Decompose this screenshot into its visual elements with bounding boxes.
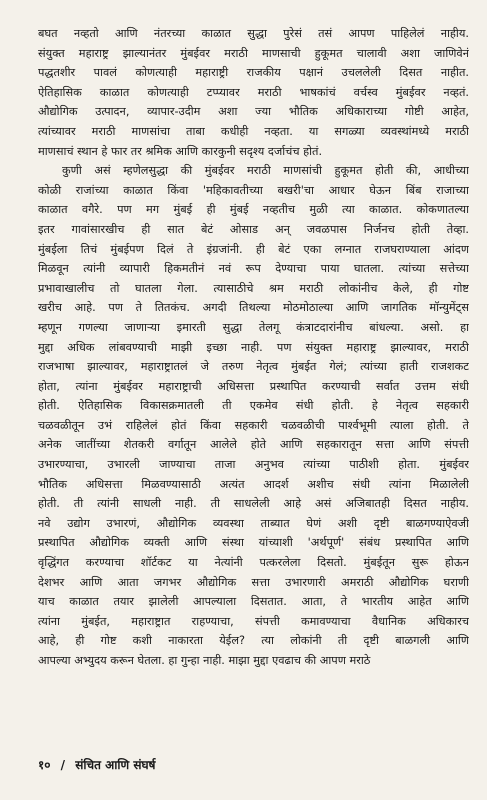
text-line: ऐतिहासिक काळात कोणत्याही टप्प्यावर मराठी भाषकांचं वर्चस्व मुंबईवर नव्हतं. <box>38 85 469 99</box>
text-line: आहे, ही गोष्ट कशी नाकारता येईल? त्या लोकांनी ती दृष्टी बाळगली आणि <box>38 634 469 648</box>
text-line: होती. ती त्यांनी साधली नाही. ती साधलेली आहे असं अजिबातही दिसत नाहीय. <box>38 497 469 511</box>
text-line: मुंबईला तिचं मुंबईपण दिलं ते इंग्रजांनी. ही बेटं एका लग्नात राजघराण्याला आंदण <box>38 242 469 256</box>
body-text <box>38 24 469 671</box>
text-line: प्रभावाखालीच तो घातला गेला. त्यासाठीचे श्रम मराठी लोकांनीच केले, ही गोष्ट <box>38 281 469 295</box>
text-line: बघत नव्हतो आणि नंतरच्या काळात सुद्धा पुरेसं तसं आपण पाहिलेलं नाहीय. <box>38 27 469 40</box>
text-line: आपल्या अभ्युदय करून घेतला. हा गुन्हा नाही. माझा मुद्दा एवढाच की आपण मराठे <box>38 654 371 667</box>
text-line: त्यांच्यावर मराठी माणसांचा ताबा कधीही नव्हता. या सगळ्या व्यवस्थांमध्ये मराठी <box>38 124 469 138</box>
text-line: संयुक्त महाराष्ट्र झाल्यानंतर मुंबईवर मराठी माणसाची हुकूमत चालावी अशा जाणिवेनं <box>38 46 469 60</box>
text-line: राजभाषा झाल्यावर, महाराष्ट्रातलं जे तरुण नेतृत्व मुंबईत गेलं; त्यांच्या हाती राजशकट <box>38 360 469 374</box>
text-line: चळवळीतून उभं राहिलेलं होतं किंवा सहकारी चळवळीची पार्श्वभूमी त्याला होती. ते <box>38 418 469 432</box>
text-line: अनेक जातींच्या शेतकरी वर्गातून आलेले होते आणि सहकारातून सत्ता आणि संपत्ती <box>38 438 469 452</box>
text-line: मिळवून त्यांनी व्यापारी हिकमतीनं नवं रूप देण्याचा पाया घातला. त्यांच्या सत्तेच्या <box>38 262 469 276</box>
text-line: प्रस्थापित औद्योगिक व्यक्ती आणि संस्था यांच्याशी 'अर्थपूर्ण' संबंध प्रस्थापित आणि <box>38 536 469 550</box>
text-line: माणसाचं स्थान हे फार तर श्रमिक आणि कारकुनी सदृश्य दर्जाचंच होतं. <box>38 144 323 158</box>
text-line: उभारण्याचा, उभारली जाण्याचा ताजा अनुभव त्यांच्या पाठीशी होता. मुंबईवर <box>38 458 469 472</box>
text-line: याच काळात तयार झालेली आपल्याला दिसतात. आता, ते भारतीय आहेत आणि <box>38 595 469 609</box>
page-footer <box>38 756 161 773</box>
text-line: औद्योगिक उत्पादन, व्यापार-उदीम अशा ज्या भौतिक अधिकाराच्या गोष्टी आहेत, <box>38 105 469 119</box>
text-line: खरीच आहे. पण ते तितकंच. अगदी तिथल्या मोठमोठाल्या आणि जागतिक मॉन्युमेंट्स <box>38 301 469 315</box>
paragraph <box>38 161 469 670</box>
page-number: १० <box>38 758 51 772</box>
text-line: इतर गावांसारखीच ही सात बेटं ओसाड अन् जवळपास निर्जनच होती तेव्हा. <box>38 222 469 236</box>
text-line: वृद्धिंगत करण्याचा शॉर्टकट या नेत्यांनी पत्करलेला दिसतो. मुंबईतून सुरू होऊन <box>38 556 469 570</box>
text-line: देशभर आणि आता जगभर औद्योगिक सत्ता उभारणारी अमराठी औद्योगिक घराणी <box>38 575 469 589</box>
text-line: त्यांना मुंबईत, महाराष्ट्रात राहण्याचा, संपत्ती कमावण्याचा वैधानिक अधिकारच <box>38 614 469 628</box>
text-line: नवे उद्योग उभारणं, औद्योगिक व्यवस्था ताब्यात घेणं अशी दृष्टी बाळगण्याऐवजी <box>38 516 469 530</box>
paragraph <box>38 24 469 161</box>
text-line: कुणी असं म्हणेलसुद्धा की मुंबईवर मराठी माणसांची हुकूमत होती की, आधीच्या <box>62 164 469 178</box>
text-line: पद्धतशीर पावलं कोणत्याही महाराष्ट्री राजकीय पक्षानं उचललेली दिसत नाहीत. <box>38 66 469 80</box>
text-line: मुद्दा अधिक लांबवण्याची माझी इच्छा नाही. पण संयुक्त महाराष्ट्र झाल्यावर, मराठी <box>38 340 469 354</box>
text-line: होती. ऐतिहासिक विकासक्रमातली ती एकमेव संधी होती. हे नेतृत्व सहकारी <box>38 399 469 413</box>
footer-separator: / <box>60 758 66 772</box>
text-line: भौतिक अधिसत्ता मिळवण्यासाठी अत्यंत आदर्श अशीच संधी त्यांना मिळालेली <box>38 477 469 491</box>
text-line: होता, त्यांना मुंबईवर महाराष्ट्राची अधिसत्ता प्रस्थापित करण्याची सर्वात उत्तम संधी <box>38 379 469 393</box>
book-title: संचित आणि संघर्ष <box>75 758 156 772</box>
text-line: काळात वगैरे. पण मग मुंबई ही मुंबई नव्हतीच मुळी त्या काळात. कोकणातल्या <box>38 203 469 217</box>
text-line: म्हणून गणल्या जाणाऱ्या इमारती सुद्धा तेलगू कंत्राटदारांनीच बांधल्या. असो. हा <box>38 320 469 334</box>
text-line: कोळी राजांच्या काळात किंवा 'महिकावतीच्या बखरी'चा आधार घेऊन बिंब राजाच्या <box>38 183 469 197</box>
